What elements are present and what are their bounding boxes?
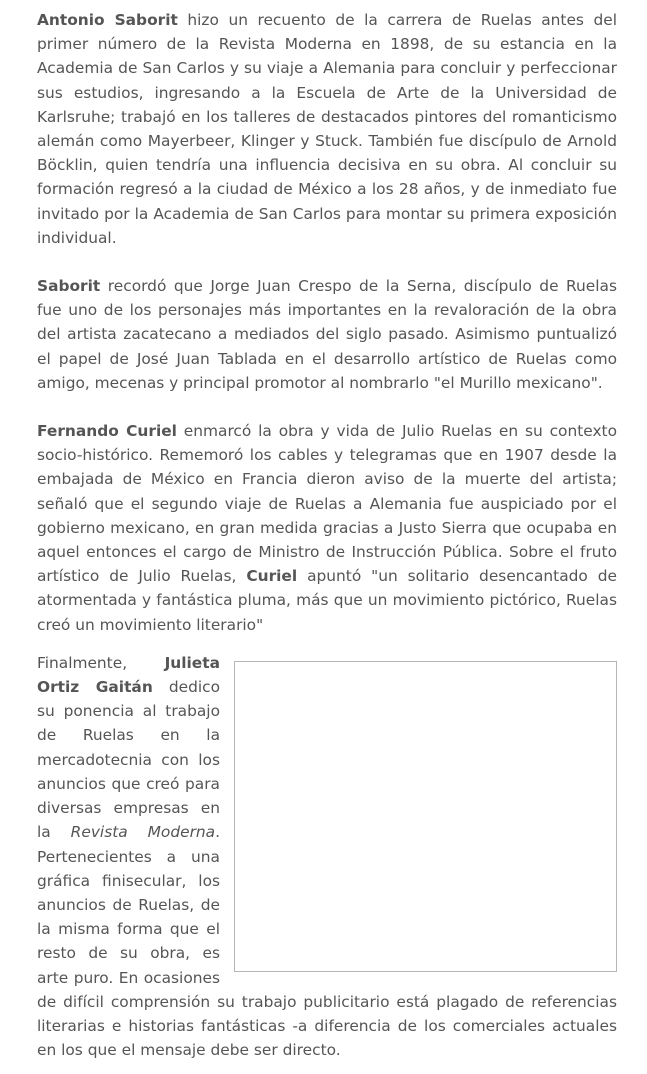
image-placeholder: [234, 661, 617, 972]
bold-name: Saborit: [37, 277, 101, 296]
bold-name: Julieta Ortiz Gaitán: [37, 653, 220, 697]
paragraph-saborit-crespo: [37, 274, 617, 395]
bold-name: Curiel: [246, 567, 298, 586]
text-run: . Pertenecientes a una gráfica finisecular, los anuncios de Ruelas, de la misma forma que el resto de su obra, es arte puro. En ocasiones de difícil comprensión su trabajo publicitario está plagado de referencias literarias e historias fantásticas -a diferencia de los comerciales actuales en los que el mensaje debe ser directo.: [37, 823, 617, 1060]
italic-title: Revista Moderna: [70, 823, 216, 842]
text-run: enmarcó la obra y vida de Julio Ruelas en su contexto socio-histórico. Rememoró los cables y telegramas que en 1907 desde la embajada de México en Francia dieron aviso de la muerte del artista; señaló que el segundo viaje de Ruelas a Alemania fue auspiciado por el gobierno mexicano, en gran medida gracias a Justo Sierra que ocupaba en aquel entonces el cargo de Ministro de Instrucción Pública. Sobre el fruto artístico de Julio Ruelas,: [37, 422, 617, 586]
paragraph-saborit-career: [37, 8, 617, 250]
text-run: hizo un recuento de la carrera de Ruelas antes del primer número de la Revista Moderna en 1898, de su estancia en la Academia de San Carlos y su viaje a Alemania para concluir y perfeccionar sus estudios, ingresando a la Escuela de Arte de la Universidad de Karlsruhe; trabajó en los talleres de destacados pintores del romanticismo alemán como Mayerbeer, Klinger y Stuck. También fue discípulo de Arnold Böcklin, quien tendría una influencia decisiva en su obra. Al concluir su formación regresó a la ciudad de México a los 28 años, y de inmediato fue invitado por la Academia de San Carlos para montar su primera exposición individual.: [37, 11, 617, 247]
bold-name: Fernando Curiel: [37, 422, 177, 441]
text-run: dedico su ponencia al trabajo de Ruelas en la mercadotecnia con los anuncios que creó para diversas empresas en la: [37, 678, 220, 842]
text-run: Finalmente,: [37, 653, 165, 672]
bold-name: Antonio Saborit: [37, 11, 178, 29]
text-run: apuntó "un solitario desencantado de atormentada y fantástica pluma, más que un movimiento pictórico, Ruelas creó un movimiento literario": [37, 567, 617, 634]
text-run: recordó que Jorge Juan Crespo de la Serna, discípulo de Ruelas fue uno de los personajes más importantes en la revaloración de la obra del artista zacatecano a mediados del siglo pasado. Asimismo puntualizó el papel de José Juan Tablada en el desarrollo artístico de Ruelas como amigo, mecenas y principal promotor al nombrarlo "el Murillo mexicano".: [37, 277, 617, 392]
paragraph-curiel-context: [37, 419, 617, 637]
